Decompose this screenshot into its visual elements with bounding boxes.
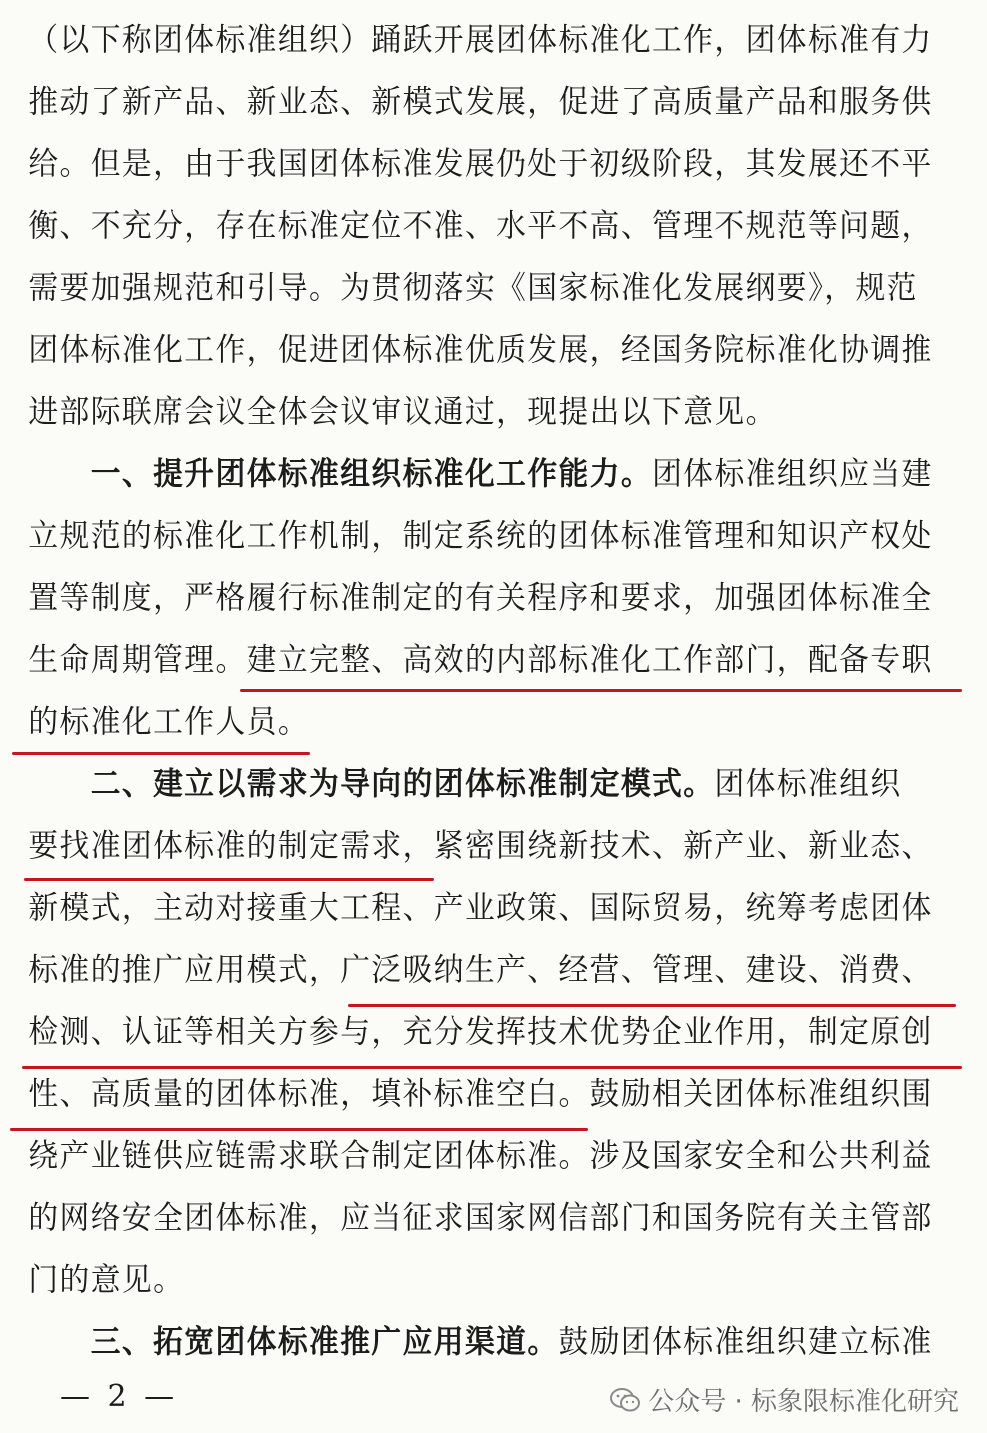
underline-mark [10,1128,588,1131]
text-segment: 置等制度，严格履行标准制定的有关程序和要求，加强团体标准全 [28,580,933,616]
text-segment: 新模式，主动对接重大工程、产业政策、国际贸易，统筹考虑团体 [28,890,933,926]
watermark-text: 公众号 · 标象限标准化研究 [648,1387,959,1417]
underline-mark [240,689,962,692]
text-segment: 绕产业链供应链需求联合制定团体标准。涉及国家安全和公共利益 [28,1138,933,1174]
section-heading: 三、拓宽团体标准推广应用渠道。 [90,1324,559,1360]
text-line [0,454,961,494]
text-line [0,268,961,308]
text-segment [28,1324,90,1360]
text-segment [28,456,90,492]
text-segment: 生命周期管理。建立完整、高效的内部标准化工作部门，配备专职 [28,642,933,678]
text-line [0,1322,961,1362]
text-segment: 给。但是，由于我国团体标准发展仍处于初级阶段，其发展还不平 [28,146,933,182]
watermark [610,1381,959,1418]
page-footer [0,1375,987,1425]
text-segment: 的标准化工作人员。 [28,704,310,740]
text-segment: 立规范的标准化工作机制，制定系统的团体标准管理和知识产权处 [28,518,933,554]
text-line [0,1136,961,1176]
text-segment: 要找准团体标准的制定需求，紧密围绕新技术、新产业、新业态、 [28,828,933,864]
text-segment: 团体标准化工作，促进团体标准优质发展，经国务院标准化协调推 [28,332,933,368]
text-segment: 团体标准组织 [714,766,902,802]
section-heading: 二、建立以需求为导向的团体标准制定模式。 [90,766,715,802]
text-segment: 需要加强规范和引导。为贯彻落实《国家标准化发展纲要》，规范 [28,270,918,306]
text-segment [28,766,90,802]
text-segment: 检测、认证等相关方参与，充分发挥技术优势企业作用，制定原创 [28,1014,933,1050]
text-line [0,330,961,370]
text-segment: 推动了新产品、新业态、新模式发展，促进了高质量产品和服务供 [28,84,933,120]
text-line [0,392,961,432]
underline-mark [12,752,310,755]
text-line [0,1198,961,1238]
text-line [0,826,961,866]
text-line [0,640,961,680]
text-segment: （以下称团体标准组织）踊跃开展团体标准化工作，团体标准有力 [28,22,933,58]
text-line [0,1012,961,1052]
text-line [0,950,961,990]
text-segment: 门的意见。 [28,1262,185,1298]
text-segment: 进部际联席会议全体会议审议通过，现提出以下意见。 [28,394,777,430]
underline-mark [348,1004,956,1007]
underline-mark [24,878,434,881]
text-line [0,144,961,184]
text-segment: 的网络安全团体标准，应当征求国家网信部门和国务院有关主管部 [28,1200,933,1236]
text-segment: 团体标准组织应当建 [652,456,933,492]
wechat-icon [610,1387,640,1413]
text-line [0,1260,961,1300]
text-line [0,764,961,804]
text-line [0,702,961,742]
text-segment: 鼓励团体标准组织建立标准 [558,1324,933,1360]
text-segment: 衡、不充分，存在标准定位不准、水平不高、管理不规范等问题， [28,208,933,244]
text-line [0,20,961,60]
text-line [0,888,961,928]
text-segment: 性、高质量的团体标准，填补标准空白。鼓励相关团体标准组织围 [28,1076,933,1112]
text-line [0,1074,961,1114]
underline-mark [22,1066,962,1069]
text-line [0,82,961,122]
text-segment: 标准的推广应用模式，广泛吸纳生产、经营、管理、建设、消费、 [28,952,933,988]
text-line [0,516,961,556]
page-number: — 2 — [60,1379,179,1414]
section-heading: 一、提升团体标准组织标准化工作能力。 [90,456,653,492]
text-line [0,578,961,618]
text-line [0,206,961,246]
